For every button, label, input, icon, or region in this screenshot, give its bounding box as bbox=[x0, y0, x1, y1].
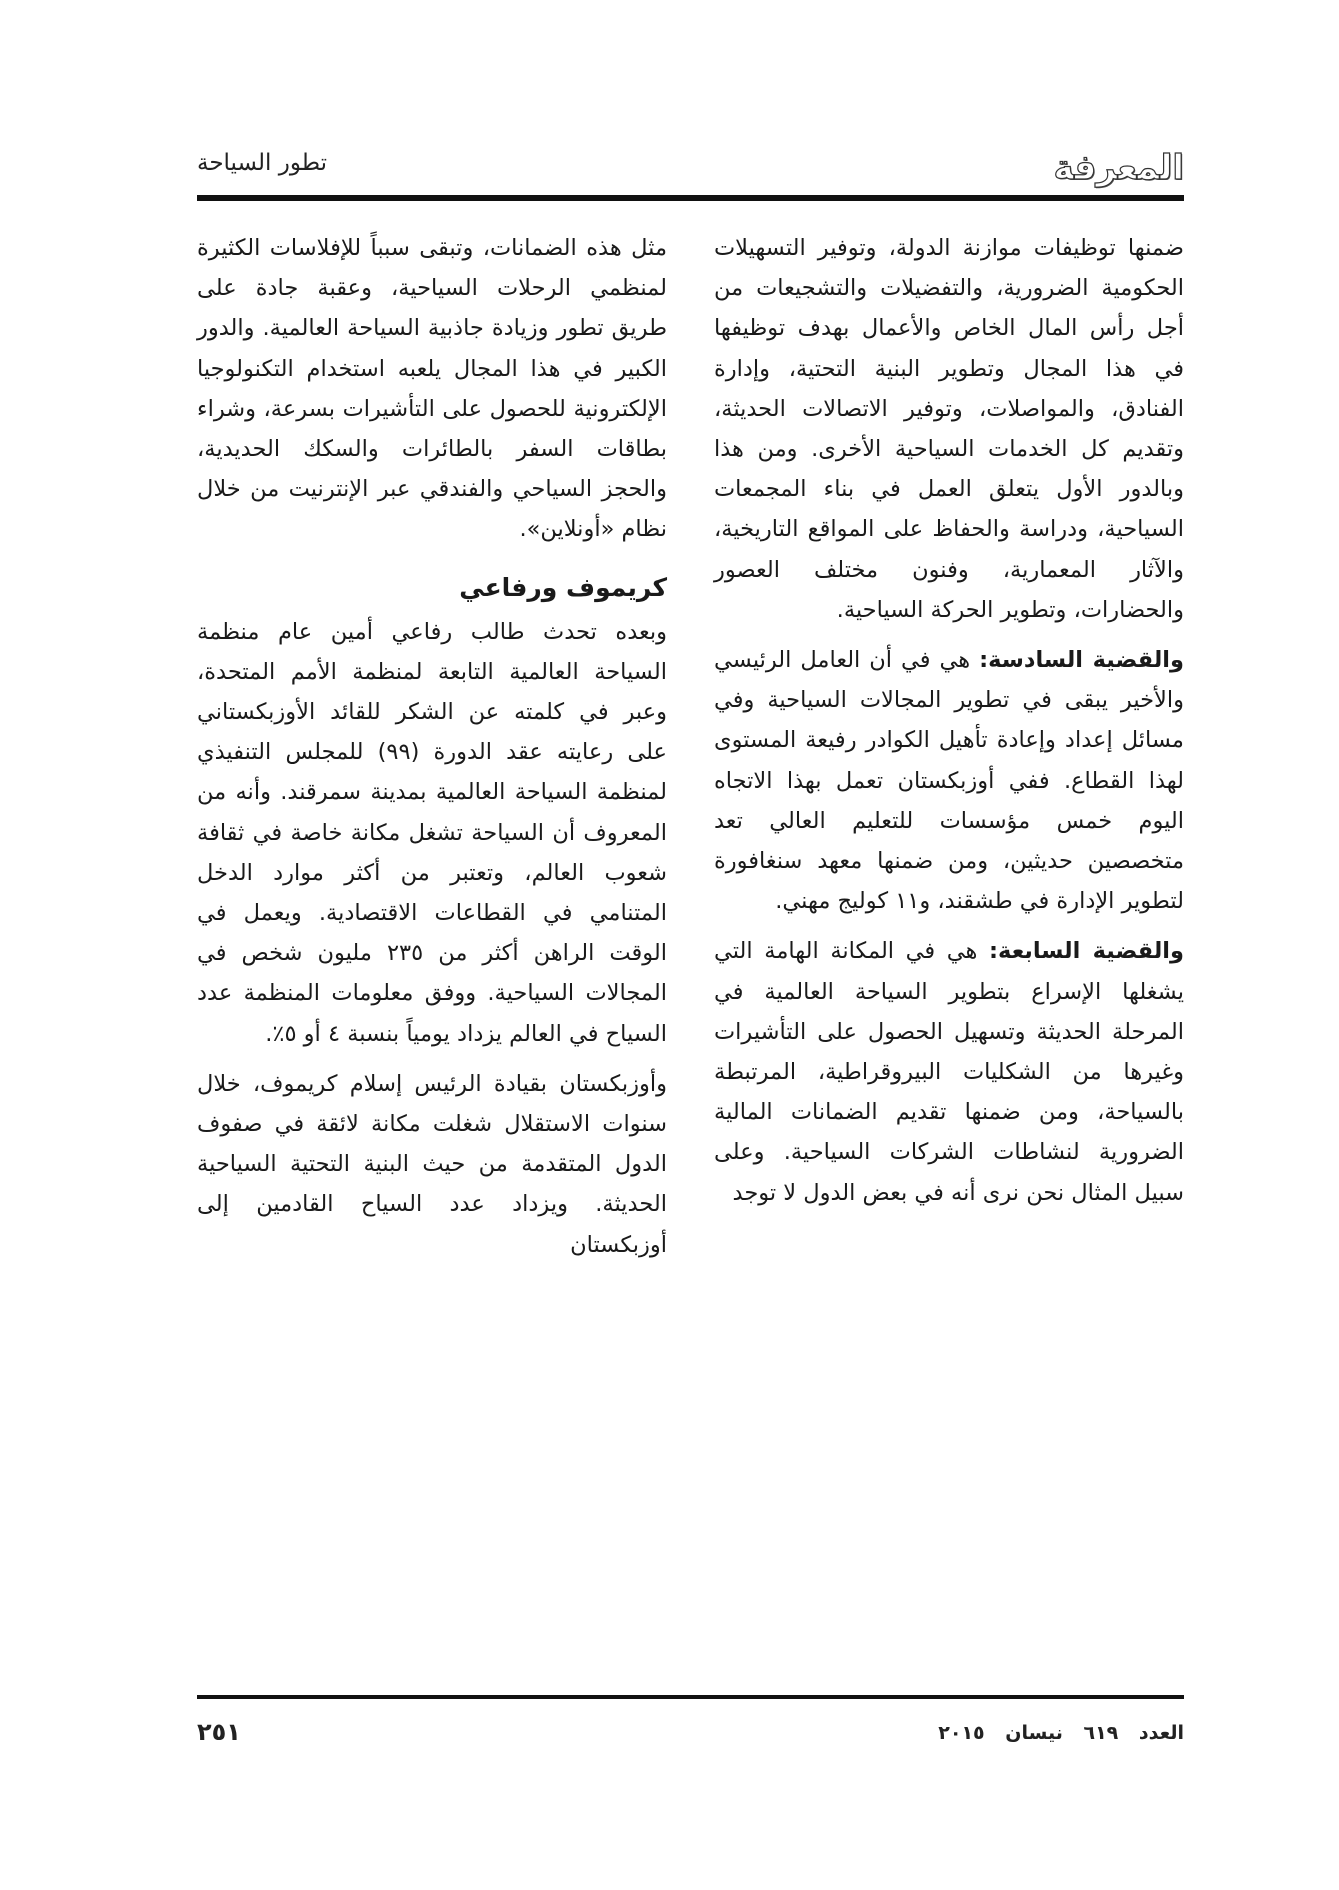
left-column bbox=[197, 228, 667, 1265]
paragraph-body: هي في المكانة الهامة التي يشغلها الإسراع بتطوير السياحة العالمية في المرحلة الحديثة وتسهيل الحصول على التأشيرات وغيرها من الشكليات البيروقراطية، المرتبطة بالسياحة، ومن ضمنها تقديم الضمانات المالية الضرورية لنشاطات الشركات السياحية. وعلى سبيل المثال نحن نرى أنه في بعض الدول لا توجد bbox=[714, 938, 1184, 1206]
paragraph bbox=[714, 640, 1184, 921]
issue-month: نيسان bbox=[1005, 1722, 1063, 1744]
issue-label: العدد bbox=[1138, 1722, 1184, 1744]
paragraph bbox=[714, 931, 1184, 1212]
paragraph-body: هي في أن العامل الرئيسي والأخير يبقى في تطوير المجالات السياحية وفي مسائل إعداد وإعادة تأهيل الكوادر رفيعة المستوى لهذا القطاع. ففي أوزبكستان تعمل بهذا الاتجاه اليوم خمس مؤسسات للتعليم العالي تعد متخصصين حديثين، ومن ضمنها معهد سنغافورة لتطوير الإدارة في طشقند، و١١ كوليج مهني. bbox=[714, 647, 1184, 915]
paragraph: مثل هذه الضمانات، وتبقى سبباً للإفلاسات الكثيرة لمنظمي الرحلات السياحية، وعقبة جادة على طريق تطور وزيادة جاذبية السياحة العالمية. والدور الكبير في هذا المجال يلعبه استخدام التكنولوجيا الإلكترونية للحصول على التأشيرات بسرعة، وشراء بطاقات السفر بالطائرات والسكك الحديدية، والحجز السياحي والفندقي عبر الإنترنيت من خلال نظام «أونلاين». bbox=[197, 235, 667, 543]
right-column bbox=[714, 228, 1184, 1213]
paragraph-lead: والقضية السادسة: bbox=[979, 647, 1184, 674]
issue-info bbox=[884, 1722, 1184, 1744]
page-number: ٢٥١ bbox=[197, 1718, 241, 1746]
header-rule bbox=[197, 195, 1184, 201]
paragraph: وبعده تحدث طالب رفاعي أمين عام منظمة السياحة العالمية التابعة لمنظمة الأمم المتحدة، وعبر في كلمته عن الشكر للقائد الأوزبكستاني على رعايته عقد الدورة (٩٩) للمجلس التنفيذي لمنظمة السياحة العالمية بمدينة سمرقند. وأنه من المعروف أن السياحة تشغل مكانة خاصة في ثقافة شعوب العالم، وتعتبر من أكثر موارد الدخل المتنامي في القطاعات الاقتصادية. ويعمل في الوقت الراهن أكثر من ٢٣٥ مليون شخص في المجالات السياحية. ووفق معلومات المنظمة عدد السياح في العالم يزداد يومياً بنسبة ٤ أو ٥٪. bbox=[197, 618, 667, 1047]
issue-year: ٢٠١٥ bbox=[938, 1722, 985, 1744]
subheading: كريموف ورفاعي bbox=[459, 572, 667, 602]
magazine-logo: المعرفة bbox=[1053, 148, 1184, 188]
paragraph: ضمنها توظيفات موازنة الدولة، وتوفير التسهيلات الحكومية الضرورية، والتفضيلات والتشجيعات من أجل رأس المال الخاص والأعمال بهدف توظيفها في هذا المجال وتطوير البنية التحتية، وإدارة الفنادق، والمواصلات، وتوفير الاتصالات الحديثة، وتقديم كل الخدمات السياحية الأخرى. ومن هذا وبالدور الأول يتعلق العمل في بناء المجمعات السياحية، ودراسة والحفاظ على المواقع التاريخية، والآثار المعمارية، وفنون مختلف العصور والحضارات، وتطوير الحركة السياحية. bbox=[714, 235, 1184, 623]
section-title: تطور السياحة bbox=[197, 150, 327, 176]
paragraph: وأوزبكستان بقيادة الرئيس إسلام كريموف، خلال سنوات الاستقلال شغلت مكانة لائقة في صفوف الدول المتقدمة من حيث البنية التحتية السياحية الحديثة. ويزداد عدد السياح القادمين إلى أوزبكستان bbox=[197, 1070, 667, 1258]
paragraph-lead: والقضية السابعة: bbox=[989, 938, 1184, 965]
issue-number: ٦١٩ bbox=[1083, 1722, 1119, 1744]
footer-rule bbox=[197, 1695, 1184, 1699]
